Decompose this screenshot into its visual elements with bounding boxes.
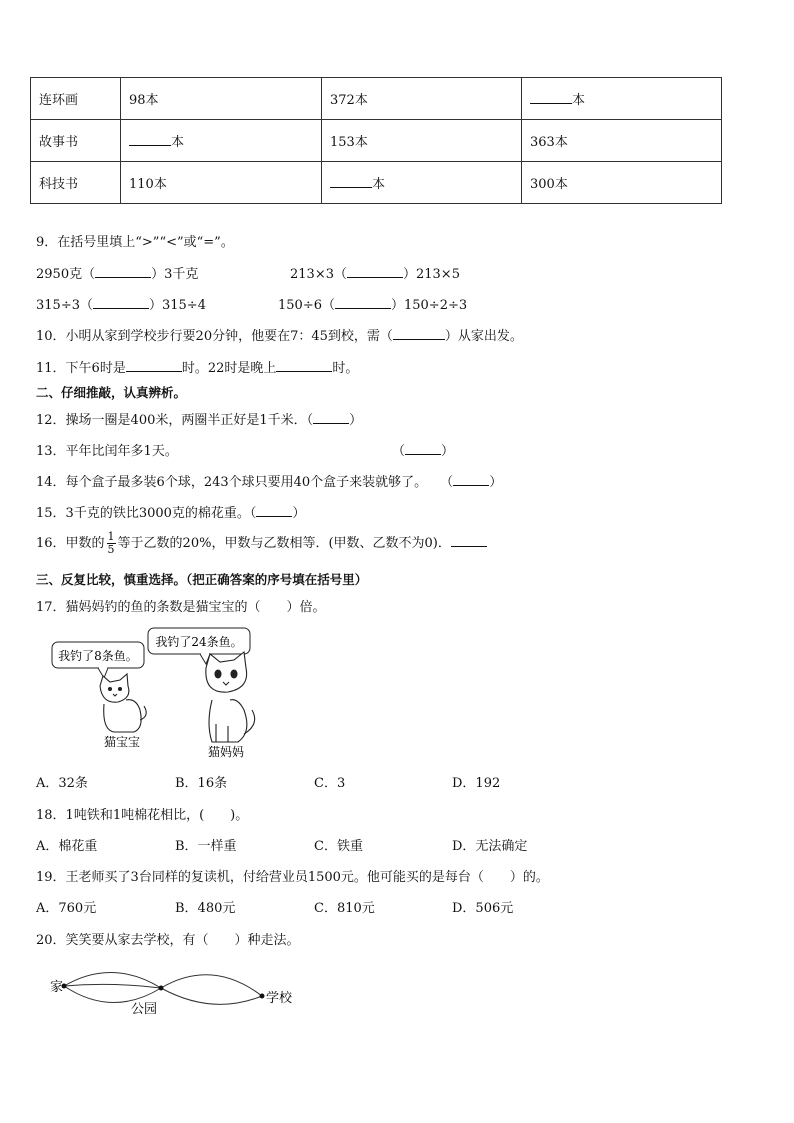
q19-option-c[interactable]: C．810元 <box>314 901 375 916</box>
question-12: 12．操场一圈是400米，两圈半正好是1千米．（ ） <box>36 413 363 428</box>
table-cell: 科技书 <box>31 162 121 204</box>
q17-option-d[interactable]: D．192 <box>452 776 501 791</box>
table-cell: 372本 <box>322 78 522 120</box>
q9-item-a: 2950克（ ）3千克 <box>36 267 199 282</box>
table-cell: 连环画 <box>31 78 121 120</box>
answer-blank[interactable] <box>313 411 349 424</box>
answer-blank[interactable] <box>451 534 487 547</box>
q18-option-c[interactable]: C．铁重 <box>314 839 363 854</box>
section-2-heading: 二、仔细推敲，认真辨析。 <box>36 385 187 400</box>
table-cell: 363本 <box>522 120 722 162</box>
answer-blank[interactable] <box>126 359 182 372</box>
answer-blank[interactable] <box>330 175 372 188</box>
route-diagram <box>40 960 320 1020</box>
question-14: 14．每个盒子最多装6个球，243个球只要用40个盒子来装就够了。 （ ） <box>36 475 503 490</box>
question-18: 18．1吨铁和1吨棉花相比，( )。 <box>36 808 249 823</box>
table-row <box>31 120 722 162</box>
table-cell: 本 <box>121 120 322 162</box>
question-9-title: 9．在括号里填上“>”“<”或“=”。 <box>36 235 234 250</box>
q18-option-d[interactable]: D．无法确定 <box>452 839 528 854</box>
answer-blank[interactable] <box>393 327 445 340</box>
kitten-label: 猫宝宝 <box>103 735 141 749</box>
table-cell: 故事书 <box>31 120 121 162</box>
table-cell: 153本 <box>322 120 522 162</box>
svg-text:我钓了8条鱼。: 我钓了8条鱼。 <box>58 649 138 663</box>
table-row <box>31 78 722 120</box>
q9-item-c: 315÷3（ ）315÷4 <box>36 298 206 313</box>
q18-option-b[interactable]: B．一样重 <box>175 839 237 854</box>
svg-text:我钓了24条鱼。: 我钓了24条鱼。 <box>155 635 243 649</box>
question-19: 19．王老师买了3台同样的复读机，付给营业员1500元。他可能买的是每台（ ）的。 <box>36 870 549 885</box>
q19-option-a[interactable]: A．760元 <box>36 901 97 916</box>
q9-item-b: 213×3（ ）213×5 <box>290 267 460 282</box>
q17-option-b[interactable]: B．16条 <box>175 776 228 791</box>
question-17: 17．猫妈妈钓的鱼的条数是猫宝宝的（ ）倍。 <box>36 600 326 615</box>
kitten-icon <box>100 674 146 732</box>
mother-cat-icon <box>206 652 255 742</box>
answer-blank[interactable] <box>405 442 441 455</box>
question-15: 15．3千克的铁比3000克的棉花重。（ ） <box>36 506 306 521</box>
answer-blank[interactable] <box>453 473 489 486</box>
q19-option-d[interactable]: D．506元 <box>452 901 514 916</box>
answer-blank[interactable] <box>276 359 332 372</box>
question-11: 11．下午6时是 时。22时是晚上 时。 <box>36 361 359 376</box>
table-row <box>31 162 722 204</box>
book-table <box>30 77 722 204</box>
table-cell: 110本 <box>121 162 322 204</box>
table-cell: 本 <box>322 162 522 204</box>
q9-item-d: 150÷6（ ）150÷2÷3 <box>278 298 468 313</box>
question-10: 10．小明从家到学校步行要20分钟，他要在7：45到校，需（ ）从家出发。 <box>36 329 523 344</box>
q18-option-a[interactable]: A．棉花重 <box>36 839 98 854</box>
table-cell: 98本 <box>121 78 322 120</box>
school-point <box>260 994 265 999</box>
school-label: 学校 <box>266 991 293 1006</box>
table-cell: 本 <box>522 78 722 120</box>
question-20: 20．笑笑要从家去学校，有（ ）种走法。 <box>36 933 300 948</box>
question-13: 13．平年比闰年多1天。 <box>36 444 178 459</box>
home-label: 家 <box>50 980 64 995</box>
section-3-heading: 三、反复比较，慎重选择。（把正确答案的序号填在括号里） <box>36 572 368 587</box>
park-point <box>159 986 164 991</box>
answer-blank[interactable] <box>95 265 151 278</box>
answer-blank[interactable] <box>256 504 292 517</box>
q17-option-a[interactable]: A．32条 <box>36 776 88 791</box>
speech-bubble-kitten <box>52 642 144 678</box>
answer-blank[interactable] <box>93 296 149 309</box>
q19-option-b[interactable]: B．480元 <box>175 901 236 916</box>
answer-blank[interactable] <box>530 91 572 104</box>
fraction: $\frac{1}{5}$ <box>107 530 115 556</box>
q17-option-c[interactable]: C．3 <box>314 776 346 791</box>
table-cell: 300本 <box>522 162 722 204</box>
answer-blank[interactable] <box>347 265 403 278</box>
cats-illustration <box>40 624 270 764</box>
answer-blank[interactable] <box>129 133 171 146</box>
question-16: 16．甲数的 $\frac{1}{5}$ 等于乙数的20%，甲数与乙数相等．(甲数、乙数不为0)． <box>36 531 487 556</box>
park-label: 公园 <box>131 1002 158 1017</box>
speech-bubble-mother <box>148 628 250 664</box>
q13-answer: （ ） <box>392 444 455 459</box>
answer-blank[interactable] <box>335 296 391 309</box>
mother-cat-label: 猫妈妈 <box>207 745 245 759</box>
